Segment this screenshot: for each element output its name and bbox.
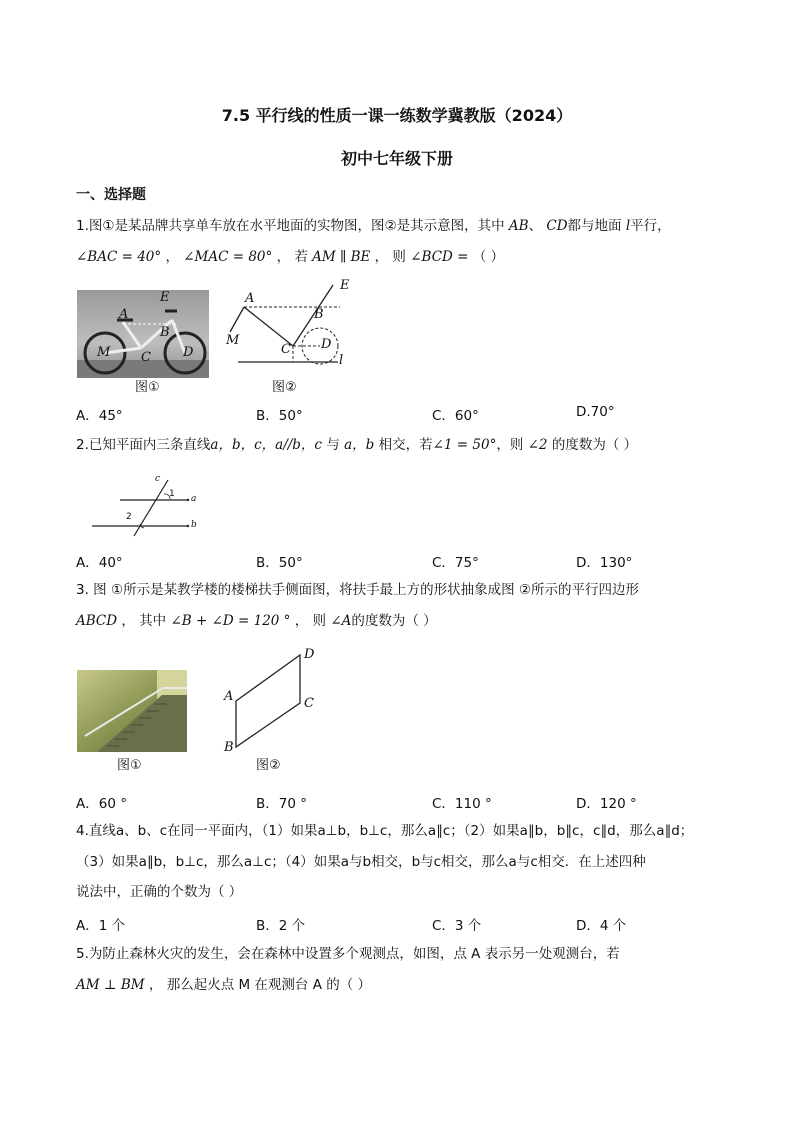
q2-option-a[interactable]: A．40° <box>76 555 123 571</box>
q1-cd: CD <box>546 218 568 234</box>
q3-option-d[interactable]: D．120 ° <box>576 796 637 812</box>
q1-option-b[interactable]: B．50° <box>256 408 303 424</box>
page-title: 7.5 平行线的性质一课一练数学冀教版（2024） <box>221 106 573 125</box>
q2-option-b[interactable]: B．50° <box>256 555 303 571</box>
bike-photo <box>77 290 209 378</box>
section-heading: 一、选择题 <box>76 187 146 203</box>
question-4-line-3: 说法中，正确的个数为（ ） <box>76 884 243 900</box>
q1-angle-bcd: ∠BCD = <box>410 249 469 265</box>
q3-option-c[interactable]: C．110 ° <box>432 796 492 812</box>
q1-if: ， 若 <box>276 249 308 265</box>
q2-text: 2.已知平面内三条直线 <box>76 437 211 453</box>
parallelogram-figure <box>220 645 320 757</box>
diagram-label-l: l <box>339 353 344 368</box>
question-5-line-2 <box>76 976 371 994</box>
photo-label-c: C <box>141 350 151 365</box>
diagram-label-a: A <box>245 291 255 306</box>
q1-blank: （ ） <box>472 249 505 265</box>
fig2-label-2: 2 <box>126 512 132 522</box>
q3-option-b[interactable]: B．70 ° <box>256 796 307 812</box>
question-1-line-1 <box>76 217 671 235</box>
q1-caption-2: 图② <box>272 380 297 395</box>
q3-where: ， 其中 <box>121 613 167 629</box>
diagram-label-e: E <box>340 278 350 293</box>
page-subtitle: 初中七年级下册 <box>340 149 453 168</box>
q2-angle2: ∠2 <box>527 437 548 453</box>
q3-angle-sum: ∠B + ∠D = 120 ° <box>170 613 291 629</box>
fig3-label-d: D <box>304 647 315 662</box>
photo-label-b: B <box>160 325 170 340</box>
fig2-label-c: c <box>155 474 161 484</box>
q1-l: l <box>625 218 631 234</box>
q2-text2: 与 <box>326 437 340 453</box>
q5-rest: ， 那么起火点 M 在观测台 A 的（ ） <box>148 977 372 993</box>
question-2-line <box>76 436 637 454</box>
q1-end: 平行， <box>630 218 671 234</box>
q1-parallel: AM ∥ BE <box>312 249 371 265</box>
question-1-line-2 <box>76 248 504 266</box>
q3-then: ， 则 <box>294 613 327 629</box>
q1-text: 1.图①是某品牌共享单车放在水平地面的实物图，图②是其示意图，其中 <box>76 218 505 234</box>
bike-diagram <box>220 280 350 375</box>
stairs-photo <box>77 670 187 752</box>
diagram-label-m: M <box>226 333 240 348</box>
q4-option-b[interactable]: B．2 个 <box>256 918 306 934</box>
q3-angle-a: ∠A <box>330 613 352 629</box>
diagram-label-d: D <box>321 337 332 352</box>
q1-then: ， 则 <box>374 249 406 265</box>
q2-option-c[interactable]: C．75° <box>432 555 479 571</box>
photo-label-d: D <box>183 345 194 360</box>
diagram-label-c: C <box>281 342 291 357</box>
photo-label-a: A <box>119 307 129 322</box>
q1-comma: ， <box>165 249 179 265</box>
question-4-line-1: 4.直线a、b、c在同一平面内，（1）如果a⊥b，b⊥c，那么a∥c；（2）如果a∥b，b∥c，c∥d，那么a∥d； <box>76 823 694 839</box>
q2-vars2: a，b <box>344 437 375 453</box>
question-3-line-1: 3. 图 ①所示是某教学楼的楼梯扶手侧面图，将扶手最上方的形状抽象成图 ②所示的平行四边形 <box>76 582 639 598</box>
photo-label-e: E <box>160 290 170 305</box>
q2-text4: ，则 <box>496 437 524 453</box>
question-5-line-1: 5.为防止森林火灾的发生，会在森林中设置多个观测点，如图，点 A 表示另一处观测台，若 <box>76 946 620 962</box>
fig2-label-1: 1 <box>169 489 175 499</box>
q3-caption-1: 图① <box>117 758 142 773</box>
q3-option-a[interactable]: A．60 ° <box>76 796 127 812</box>
q3-caption-2: 图② <box>256 758 281 773</box>
q1-ab: AB <box>508 218 529 234</box>
q1-option-a[interactable]: A．45° <box>76 408 123 424</box>
q2-text3: 相交，若 <box>378 437 433 453</box>
fig3-label-b: B <box>224 740 234 755</box>
q1-sep: 、 <box>528 218 543 234</box>
q4-option-a[interactable]: A．1 个 <box>76 918 126 934</box>
fig2-label-a: a <box>191 494 197 504</box>
diagram-label-b: B <box>314 307 324 322</box>
q5-perp: AM ⊥ BM <box>76 977 145 993</box>
parallel-lines-figure <box>90 472 200 542</box>
fig3-label-a: A <box>224 689 234 704</box>
q1-option-c[interactable]: C．60° <box>432 408 479 424</box>
question-3-line-2 <box>76 612 437 630</box>
question-4-line-2: （3）如果a∥b，b⊥c，那么a⊥c；（4）如果a与b相交，b与c相交，那么a与c相交．在上述四种 <box>76 854 646 870</box>
q1-mid: 都与地面 <box>567 218 622 234</box>
q4-option-c[interactable]: C．3 个 <box>432 918 482 934</box>
q3-abcd: ABCD <box>76 613 118 629</box>
photo-label-m: M <box>97 345 111 360</box>
q2-angle1: ∠1 = 50° <box>432 437 497 453</box>
q4-option-d[interactable]: D．4 个 <box>576 918 627 934</box>
q1-caption-1: 图① <box>135 380 160 395</box>
q3-end: 的度数为（ ） <box>351 613 437 629</box>
fig3-label-c: C <box>304 696 314 711</box>
q1-angle-bac: ∠BAC = 40° <box>76 249 162 265</box>
q1-option-d[interactable]: D.70° <box>576 404 615 420</box>
q2-text5: 的度数为（ ） <box>551 437 638 453</box>
q2-vars: a，b，c，a//b，c <box>210 437 322 453</box>
q1-angle-mac: ∠MAC = 80° <box>183 249 273 265</box>
fig2-label-b: b <box>191 520 197 530</box>
q2-option-d[interactable]: D．130° <box>576 555 633 571</box>
